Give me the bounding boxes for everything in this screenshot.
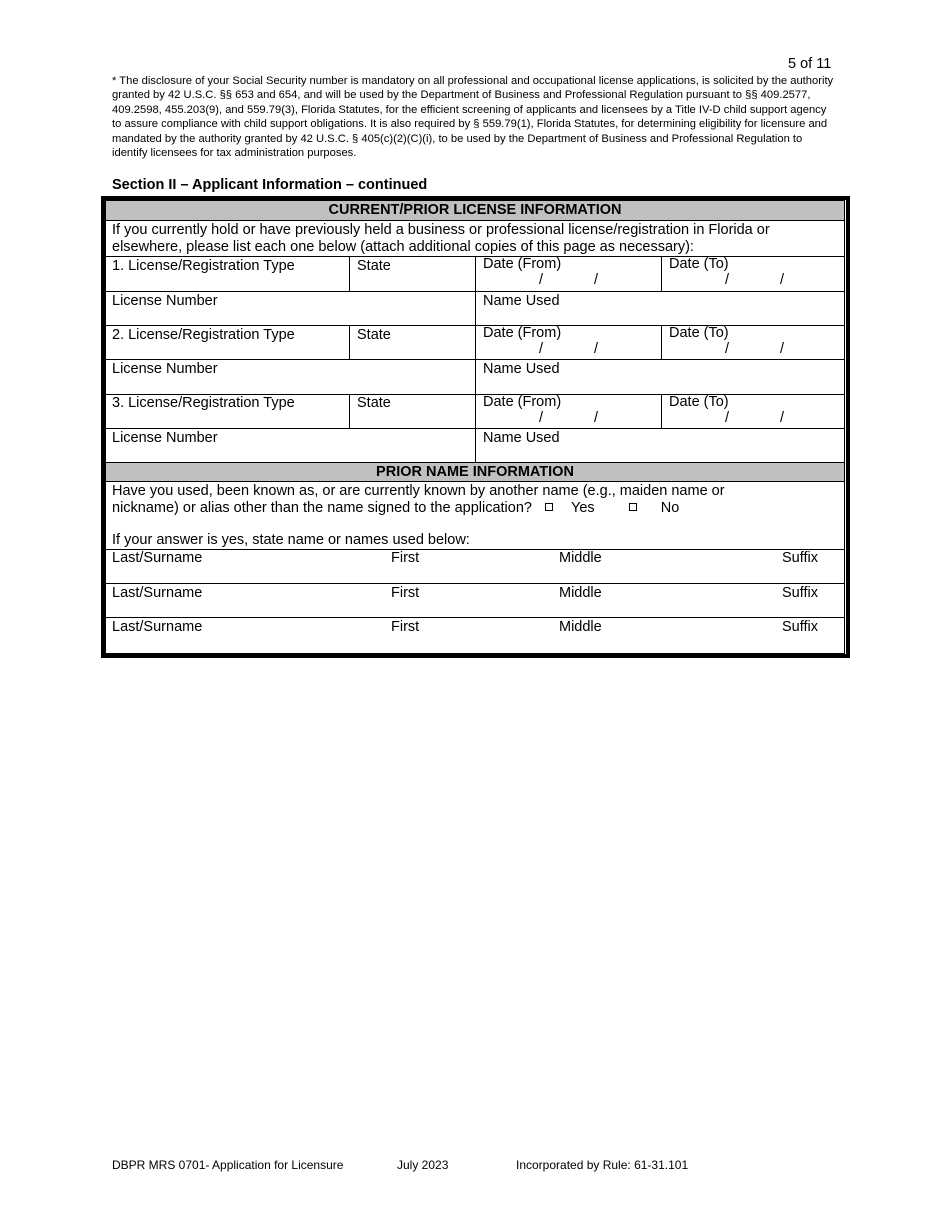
last-name-field[interactable]: Last/Surname (112, 619, 203, 635)
name-used-field-2[interactable]: Name Used (483, 361, 560, 377)
license-number-field-2[interactable]: License Number (112, 361, 218, 377)
no-label: No (660, 500, 680, 516)
date-separator: / (594, 272, 599, 288)
suffix-field[interactable]: Suffix (782, 550, 819, 566)
suffix-field[interactable]: Suffix (782, 585, 819, 601)
suffix-field[interactable]: Suffix (782, 619, 819, 635)
last-name-field[interactable]: Last/Surname (112, 585, 203, 601)
date-separator: / (539, 410, 544, 426)
footer-form-id: DBPR MRS 0701- Application for Licensure (112, 1158, 344, 1172)
license-date-to-field-3[interactable]: Date (To) (669, 394, 729, 410)
license-info-header: CURRENT/PRIOR LICENSE INFORMATION (106, 201, 844, 220)
section-title: Section II – Applicant Information – continued (112, 177, 428, 193)
license-state-field-3[interactable]: State (357, 395, 391, 411)
license-type-field-2[interactable]: 2. License/Registration Type (112, 327, 295, 343)
license-date-from-field-3[interactable]: Date (From) (483, 394, 562, 410)
license-state-field-1[interactable]: State (357, 258, 391, 274)
date-separator: / (539, 341, 544, 357)
license-date-from-field-1[interactable]: Date (From) (483, 256, 562, 272)
date-separator: / (780, 410, 785, 426)
date-separator: / (594, 341, 599, 357)
first-name-field[interactable]: First (391, 619, 420, 635)
prior-name-question-text: Have you used, been known as, or are currently known by another name (e.g., maiden name or nickname) or alias other than the name signed to the application? (112, 483, 725, 516)
license-number-field-3[interactable]: License Number (112, 430, 218, 446)
middle-name-field[interactable]: Middle (559, 619, 602, 635)
footer-date: July 2023 (397, 1158, 449, 1172)
date-separator: / (780, 272, 785, 288)
no-checkbox[interactable] (629, 503, 637, 511)
date-separator: / (780, 341, 785, 357)
middle-name-field[interactable]: Middle (559, 550, 602, 566)
date-separator: / (725, 341, 730, 357)
prior-name-header: PRIOR NAME INFORMATION (106, 463, 844, 481)
license-type-field-3[interactable]: 3. License/Registration Type (112, 395, 295, 411)
name-used-field-1[interactable]: Name Used (483, 293, 560, 309)
page-number: 5 of 11 (788, 56, 832, 72)
date-separator: / (539, 272, 544, 288)
date-separator: / (725, 410, 730, 426)
last-name-field[interactable]: Last/Surname (112, 550, 203, 566)
first-name-field[interactable]: First (391, 585, 420, 601)
license-state-field-2[interactable]: State (357, 327, 391, 343)
prior-name-question (112, 483, 792, 517)
yes-checkbox[interactable] (545, 503, 553, 511)
license-info-intro: If you currently hold or have previously held a business or professional license/registration in Florida or elsewhere, please list each one below (attach additional copies of this page as necessary): (112, 222, 770, 255)
first-name-field[interactable]: First (391, 550, 420, 566)
footer-rule: Incorporated by Rule: 61-31.101 (516, 1158, 689, 1172)
name-used-field-3[interactable]: Name Used (483, 430, 560, 446)
middle-name-field[interactable]: Middle (559, 585, 602, 601)
ssn-disclosure: * The disclosure of your Social Security number is mandatory on all professional and occupational license applications, is solicited by the authority granted by 42 U.S.C. §§ 653 and 654, and will be used by the Department of Business and Professional Regulation pursuant to §§ 409.2577, 409.2598, 455.203(9), and 559.79(3), Florida Statutes, for the efficient screening of applicants and licensees by a Title IV-D child support agency to assure compliance with child support obligations. It is also required by § 559.79(1), Florida Statutes, for determining eligibility for licensure and mandated by the authority granted by 42 U.S.C. § 405(c)(2)(C)(i), to be used by the Department of Business and Professional Regulation to identify licensees for tax administration purposes. (112, 75, 834, 160)
yes-label: Yes (571, 500, 595, 516)
license-date-to-field-2[interactable]: Date (To) (669, 325, 729, 341)
date-separator: / (594, 410, 599, 426)
prior-name-instruction: If your answer is yes, state name or names used below: (112, 532, 470, 548)
license-date-from-field-2[interactable]: Date (From) (483, 325, 562, 341)
license-date-to-field-1[interactable]: Date (To) (669, 256, 729, 272)
license-type-field-1[interactable]: 1. License/Registration Type (112, 258, 295, 274)
date-separator: / (725, 272, 730, 288)
license-number-field-1[interactable]: License Number (112, 293, 218, 309)
